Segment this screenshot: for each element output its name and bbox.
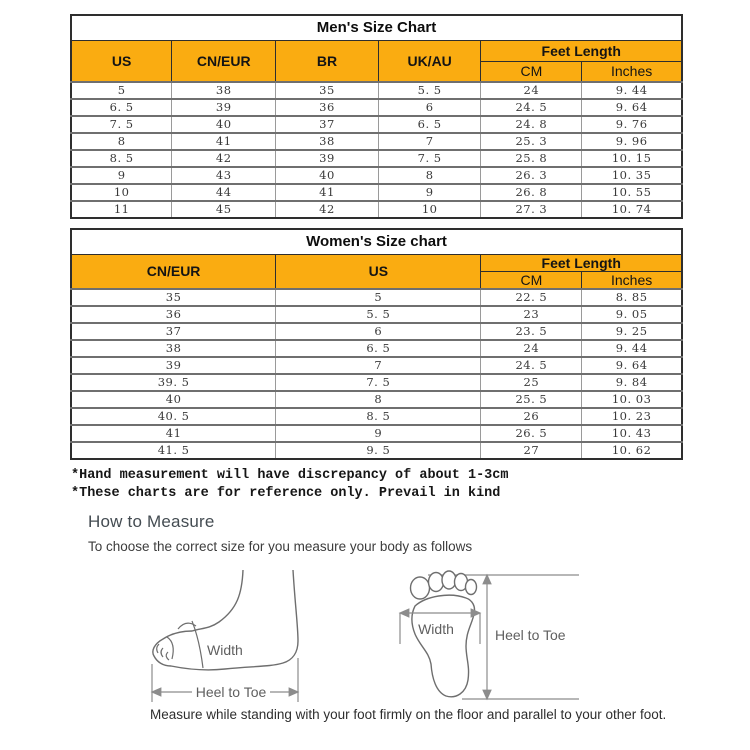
size-cell: 8. 85 <box>582 289 682 306</box>
foot-side-view-drawing <box>146 566 314 708</box>
mens-col-header-br: BR <box>276 40 379 82</box>
table-row <box>71 167 682 184</box>
size-cell: 40 <box>276 167 379 184</box>
size-cell: 7. 5 <box>276 374 481 391</box>
size-cell: 43 <box>172 167 276 184</box>
size-cell: 25 <box>481 374 582 391</box>
size-cell: 7. 5 <box>378 150 481 167</box>
womens-table-title: Women's Size chart <box>71 229 682 254</box>
size-cell: 8 <box>71 133 172 150</box>
size-cell: 10. 74 <box>582 201 682 218</box>
little-toe <box>466 580 477 595</box>
table-row <box>71 201 682 218</box>
second-toe <box>429 573 444 592</box>
width-indicator-curve <box>192 621 203 668</box>
size-cell: 5. 5 <box>276 306 481 323</box>
table-row <box>71 357 682 374</box>
mens-col-header-feet-length: Feet Length <box>481 40 682 61</box>
size-cell: 42 <box>276 201 379 218</box>
size-cell: 26. 5 <box>481 425 582 442</box>
size-cell: 9. 5 <box>276 442 481 459</box>
size-cell: 35 <box>71 289 276 306</box>
size-cell: 24. 5 <box>481 99 582 116</box>
measure-caption: Measure while standing with your foot firmly on the floor and parallel to your other foot. <box>150 707 667 722</box>
table-row <box>71 99 682 116</box>
size-cell: 9. 96 <box>582 133 682 150</box>
size-cell: 41 <box>276 184 379 201</box>
table-row <box>71 184 682 201</box>
size-cell: 5 <box>71 82 172 99</box>
mens-col-header-inches: Inches <box>582 61 682 82</box>
how-to-measure-subtext: To choose the correct size for you measure your body as follows <box>88 539 473 554</box>
size-cell: 10. 35 <box>582 167 682 184</box>
size-cell: 8 <box>276 391 481 408</box>
table-row <box>71 391 682 408</box>
size-cell: 22. 5 <box>481 289 582 306</box>
table-row <box>71 133 682 150</box>
mens-col-header-us: US <box>71 40 172 82</box>
foot-side-view-diagram <box>146 566 314 713</box>
size-cell: 9. 64 <box>582 99 682 116</box>
mens-table-header <box>71 15 682 82</box>
size-cell: 27. 3 <box>481 201 582 218</box>
size-cell: 8 <box>378 167 481 184</box>
size-cell: 6. 5 <box>71 99 172 116</box>
size-cell: 10. 62 <box>582 442 682 459</box>
size-cell: 38 <box>172 82 276 99</box>
size-cell: 7. 5 <box>71 116 172 133</box>
size-cell: 7 <box>276 357 481 374</box>
mens-col-header-cn-eur: CN/EUR <box>172 40 276 82</box>
table-row <box>71 116 682 133</box>
size-cell: 8. 5 <box>71 150 172 167</box>
foot-sole-view-drawing <box>396 566 581 708</box>
size-cell: 25. 8 <box>481 150 582 167</box>
size-cell: 40. 5 <box>71 408 276 425</box>
size-cell: 25. 5 <box>481 391 582 408</box>
size-cell: 39. 5 <box>71 374 276 391</box>
size-cell: 41 <box>71 425 276 442</box>
size-cell: 10 <box>378 201 481 218</box>
size-cell: 41 <box>172 133 276 150</box>
womens-col-header-us: US <box>276 254 481 289</box>
footnote-reference: *These charts are for reference only. Prevail in kind <box>71 486 501 501</box>
size-cell: 9. 76 <box>582 116 682 133</box>
side-heel-to-toe-label: Heel to Toe <box>195 684 267 700</box>
table-row <box>71 340 682 357</box>
mens-col-header-cm: CM <box>481 61 582 82</box>
size-cell: 10 <box>71 184 172 201</box>
size-cell: 8. 5 <box>276 408 481 425</box>
womens-size-table <box>70 228 683 460</box>
size-cell: 7 <box>378 133 481 150</box>
size-cell: 9 <box>71 167 172 184</box>
table-row <box>71 408 682 425</box>
how-to-measure-heading: How to Measure <box>88 512 215 531</box>
size-cell: 25. 3 <box>481 133 582 150</box>
size-cell: 24 <box>481 340 582 357</box>
foot-sole-outline <box>412 595 475 697</box>
womens-col-header-cm: CM <box>481 271 582 289</box>
sole-width-label: Width <box>418 621 454 637</box>
size-cell: 10. 23 <box>582 408 682 425</box>
size-cell: 10. 03 <box>582 391 682 408</box>
size-cell: 42 <box>172 150 276 167</box>
size-cell: 41. 5 <box>71 442 276 459</box>
foot-sole-view-diagram <box>396 566 581 713</box>
size-cell: 26 <box>481 408 582 425</box>
size-cell: 40 <box>71 391 276 408</box>
size-cell: 9. 25 <box>582 323 682 340</box>
size-cell: 6. 5 <box>276 340 481 357</box>
footnotes <box>71 467 508 503</box>
size-cell: 24 <box>481 82 582 99</box>
size-cell: 10. 43 <box>582 425 682 442</box>
side-width-label: Width <box>207 642 243 658</box>
womens-table-body <box>71 289 682 459</box>
size-cell: 6 <box>378 99 481 116</box>
size-cell: 38 <box>71 340 276 357</box>
size-cell: 9. 84 <box>582 374 682 391</box>
size-cell: 23 <box>481 306 582 323</box>
size-cell: 26. 8 <box>481 184 582 201</box>
size-cell: 36 <box>71 306 276 323</box>
table-row <box>71 323 682 340</box>
size-cell: 6 <box>276 323 481 340</box>
size-cell: 9 <box>276 425 481 442</box>
table-row <box>71 150 682 167</box>
size-cell: 37 <box>71 323 276 340</box>
womens-col-header-cn-eur: CN/EUR <box>71 254 276 289</box>
size-cell: 26. 3 <box>481 167 582 184</box>
womens-col-header-feet-length: Feet Length <box>481 254 682 271</box>
size-cell: 44 <box>172 184 276 201</box>
table-row <box>71 374 682 391</box>
table-row <box>71 306 682 323</box>
size-cell: 9. 64 <box>582 357 682 374</box>
size-cell: 10. 55 <box>582 184 682 201</box>
third-toe <box>442 571 456 589</box>
footnote-discrepancy: *Hand measurement will have discrepancy of about 1-3cm <box>71 468 509 483</box>
table-row <box>71 442 682 459</box>
size-cell: 23. 5 <box>481 323 582 340</box>
size-cell: 5 <box>276 289 481 306</box>
size-cell: 45 <box>172 201 276 218</box>
mens-table-body <box>71 82 682 218</box>
sole-heel-to-toe-label: Heel to Toe <box>495 627 566 643</box>
table-row <box>71 289 682 306</box>
womens-col-header-inches: Inches <box>582 271 682 289</box>
mens-table-title: Men's Size Chart <box>71 15 682 40</box>
size-cell: 39 <box>71 357 276 374</box>
size-cell: 9 <box>378 184 481 201</box>
size-cell: 24. 8 <box>481 116 582 133</box>
size-cell: 10. 15 <box>582 150 682 167</box>
big-toe <box>411 577 430 599</box>
table-row <box>71 425 682 442</box>
size-cell: 9. 44 <box>582 340 682 357</box>
size-cell: 37 <box>276 116 379 133</box>
size-cell: 24. 5 <box>481 357 582 374</box>
womens-table-header <box>71 229 682 289</box>
size-cell: 36 <box>276 99 379 116</box>
toe-crease-lines <box>157 637 174 660</box>
size-cell: 39 <box>172 99 276 116</box>
size-cell: 39 <box>276 150 379 167</box>
size-cell: 6. 5 <box>378 116 481 133</box>
size-cell: 9. 05 <box>582 306 682 323</box>
size-cell: 27 <box>481 442 582 459</box>
size-cell: 38 <box>276 133 379 150</box>
table-row <box>71 82 682 99</box>
size-cell: 11 <box>71 201 172 218</box>
size-cell: 35 <box>276 82 379 99</box>
size-cell: 5. 5 <box>378 82 481 99</box>
mens-size-table <box>70 14 683 219</box>
mens-col-header-uk-au: UK/AU <box>378 40 481 82</box>
size-cell: 40 <box>172 116 276 133</box>
size-cell: 9. 44 <box>582 82 682 99</box>
